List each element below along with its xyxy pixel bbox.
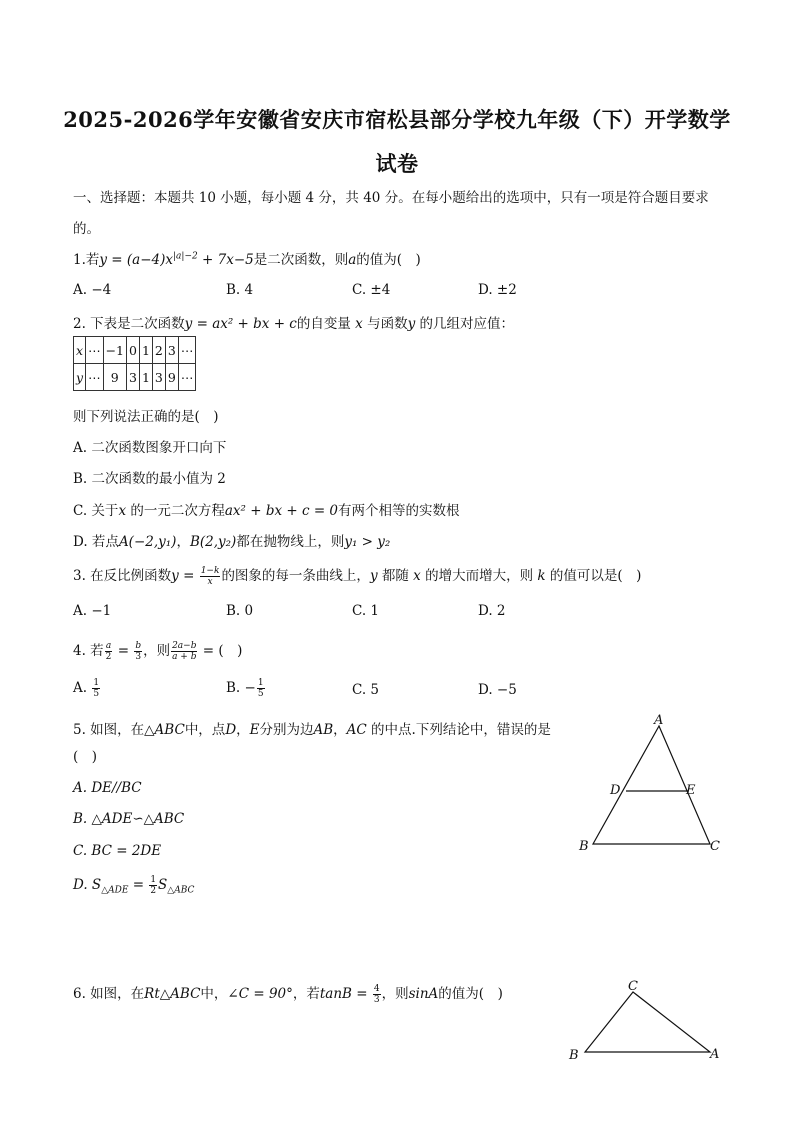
q2-option-a: A. 二次函数图象开口向下 (73, 440, 227, 456)
q5-option-a: A. DE//BC (73, 780, 142, 796)
q1-option-d: D. ±2 (478, 282, 517, 298)
section1-instructions-cont: 的。 (73, 221, 100, 237)
q2-value-table (73, 336, 196, 391)
q3-option-d: D. 2 (478, 603, 506, 619)
table-cell: 9 (103, 364, 126, 391)
q5-paren: ( ) (73, 749, 98, 765)
table-row-x (74, 337, 196, 364)
q4-option-b: B. − $\frac{1}{5}$ (226, 678, 264, 699)
q2-option-b: B. 二次函数的最小值为 2 (73, 471, 226, 487)
question-2: 2. 下表是二次函数y = ax² + bx + c的自变量 x 与函数y 的几组对应值： (73, 316, 515, 332)
table-cell: ⋯ (178, 364, 196, 391)
table-cell: 0 (127, 337, 140, 364)
q3-option-b: B. 0 (226, 603, 254, 619)
exam-title-line2: 试卷 (375, 151, 419, 176)
q6-right-triangle-figure (560, 972, 730, 1067)
fraction: $\frac{1}{5}$ (257, 678, 264, 699)
table-cell: x (74, 337, 86, 364)
q4-option-a: A. $\frac{1}{5}$ (73, 678, 100, 699)
vertex-label-b: B (579, 839, 589, 854)
triangle-abc (585, 992, 710, 1052)
fraction: $\frac{1}{2}$ (150, 875, 157, 896)
q4-option-d: D. −5 (478, 682, 517, 698)
section1-instructions: 一、选择题：本题共 10 小题，每小题 4 分，共 40 分。在每小题给出的选项中，只有一项是符合题目要求 (73, 190, 709, 206)
question-6: 6. 如图，在Rt△ABC中，∠C = 90°，若tanB = $\frac{4}{3}$ ，则sinA的值为( ) (73, 984, 503, 1005)
q2-option-c: C. 关于x 的一元二次方程ax² + bx + c = 0有两个相等的实数根 (73, 503, 460, 519)
fraction: $\frac{b}{3}$ (135, 641, 142, 662)
question-5: 5. 如图，在△ABC中，点D，E分别为边AB，AC 的中点.下列结论中，错误的是 (73, 722, 551, 738)
vertex-label-c: C (628, 979, 638, 994)
fraction: $\frac{1-k}{x}$ (200, 566, 220, 587)
table-cell: ⋯ (178, 337, 196, 364)
vertex-label-e: E (686, 783, 696, 798)
table-cell: −1 (103, 337, 126, 364)
q1-option-b: B. 4 (226, 282, 254, 298)
fraction: $\frac{4}{3}$ (373, 984, 380, 1005)
table-cell: y (74, 364, 86, 391)
question-3: 3. 在反比例函数y = $\frac{1-k}{x}$ 的图象的每一条曲线上，y 都随 x 的增大而增大，则 k 的值可以是( ) (73, 566, 642, 587)
table-cell: 9 (165, 364, 178, 391)
fraction: $\frac{1}{5}$ (93, 678, 100, 699)
table-cell: ⋯ (86, 364, 104, 391)
table-cell: 1 (139, 364, 152, 391)
fraction: $\frac{a}{2}$ (105, 641, 112, 662)
question-4: 4. 若 $\frac{a}{2}$ = $\frac{b}{3}$ ，则 $\frac{2a-b}{a + b}$ = ( ) (73, 641, 243, 662)
vertex-label-d: D (610, 783, 621, 798)
vertex-label-c: C (710, 839, 720, 854)
q5-option-c: C. BC = 2DE (73, 843, 162, 859)
table-cell: 3 (127, 364, 140, 391)
table-cell: ⋯ (86, 337, 104, 364)
fraction: $\frac{2a-b}{a + b}$ (172, 641, 197, 662)
question-1: 1.若$y = (a-4)x^{|a|-2} + 7x-5$是二次函数，则a的值为( ) (73, 251, 421, 268)
table-cell: 3 (152, 364, 165, 391)
q3-option-a: A. −1 (73, 603, 112, 619)
exam-title-line1: 2025-2026学年安徽省安庆市宿松县部分学校九年级（下）开学数学 (63, 107, 731, 132)
q1-expression: y = (a−4)x (99, 252, 174, 268)
vertex-label-a: A (654, 713, 664, 728)
table-row-y (74, 364, 196, 391)
q5-option-b: B. △ADE∽△ABC (73, 811, 185, 827)
q2-prompt: 则下列说法正确的是( ) (73, 409, 219, 425)
q4-option-c: C. 5 (352, 682, 380, 698)
table-cell: 2 (152, 337, 165, 364)
q5-option-d: D. $S_{\triangle ADE}$ = $\frac{1}{2}$ $S_{\triangle ABC}$ (73, 875, 195, 896)
q3-option-c: C. 1 (352, 603, 380, 619)
vertex-label-b: B (569, 1048, 579, 1063)
table-cell: 3 (165, 337, 178, 364)
q1-option-a: A. −4 (73, 282, 112, 298)
q2-option-d: D. 若点A(−2,y₁)，B(2,y₂)都在抛物线上，则y₁ > y₂ (73, 534, 391, 550)
q1-option-c: C. ±4 (352, 282, 391, 298)
table-cell: 1 (139, 337, 152, 364)
vertex-label-a: A (710, 1047, 720, 1062)
q5-triangle-figure (570, 712, 730, 862)
